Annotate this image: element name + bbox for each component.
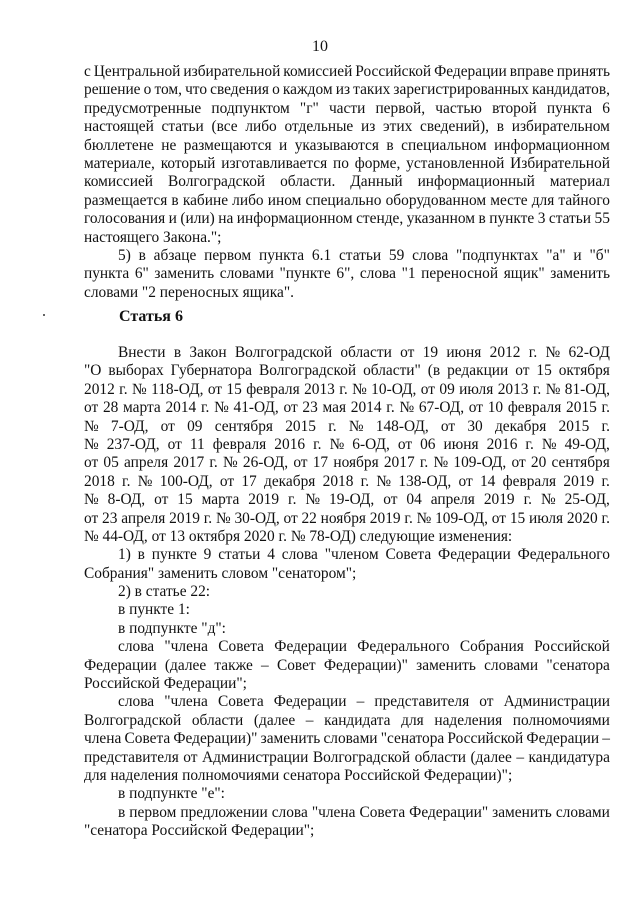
text-line: члена Совета Федерации)" заменить словами "сенатора Российской Федерации – <box>84 730 610 748</box>
text-line: № 7-ОД, от 09 сентября 2015 г. № 148-ОД, от 30 декабря 2015 г. <box>84 417 610 435</box>
text-line: пункта 6" заменить словами "пункте 6", слова "1 переносной ящик" заменить <box>84 265 610 283</box>
text-line: Федерации (далее также – Совет Федерации)" заменить словами "сенатора <box>84 656 610 674</box>
text-line: настоящего Закона."; <box>84 228 222 246</box>
text-line: слова "члена Совета Федерации – представителя от Администрации <box>118 693 610 711</box>
text-line: № 237-ОД, от 11 февраля 2016 г. № 6-ОД, от 06 июня 2016 г. № 49-ОД, <box>84 435 610 453</box>
text-line: представителя от Администрации Волгоградской области (далее – кандидатура <box>84 748 610 766</box>
text-line: от 23 апреля 2019 г. № 30-ОД, от 22 ноября 2019 г. № 109-ОД, от 15 июля 2020 г. <box>84 509 610 527</box>
text-line: настоящей статьи (все либо отдельные из этих сведений), в избирательном <box>84 118 610 136</box>
text-line: бюллетене не размещаются и указываются в специальном информационном <box>84 136 610 154</box>
text-line: № 44-ОД, от 13 октября 2020 г. № 78-ОД) следующие изменения: <box>84 527 513 545</box>
text-line: с Центральной избирательной комиссией Российской Федерации вправе принять <box>84 63 610 80</box>
text-line: словами "2 переносных ящика". <box>84 283 294 301</box>
text-line: в подпункте "д": <box>118 619 226 637</box>
text-line: в первом предложении слова "члена Совета Федерации" заменить словами <box>118 803 610 821</box>
text-line: комиссией Волгоградской области. Данный информационный материал <box>84 173 610 191</box>
text-line: размещается в кабине либо ином специально оборудованном месте для тайного <box>84 191 610 209</box>
text-line: голосования и (или) на информационном стенде, указанном в пункте 3 статьи 55 <box>84 210 610 228</box>
text-line: № 8-ОД, от 15 марта 2019 г. № 19-ОД, от 04 апреля 2019 г. № 25-ОД, <box>84 491 610 509</box>
text-line: слова "члена Совета Федерации Федерального Собрания Российской <box>118 638 610 656</box>
text-line: Российской Федерации"; <box>84 675 247 693</box>
text-line: материале, который изготавливается по форме, установленной Избирательной <box>84 154 610 172</box>
text-line: "сенатора Российской Федерации"; <box>84 822 315 840</box>
text-line: для наделения полномочиями сенатора Российской Федерации)"; <box>84 766 513 784</box>
text-line: 2) в статье 22: <box>118 583 211 601</box>
text-line: "О выборах Губернатора Волгоградской области" (в редакции от 15 октября <box>84 362 610 380</box>
text-line: 5) в абзаце первом пункта 6.1 статьи 59 слова "подпунктах "а" и "б" <box>118 246 610 264</box>
text-line: решение о том, что сведения о каждом из таких зарегистрированных кандидатов, <box>84 81 610 99</box>
text-line: от 28 марта 2014 г. № 41-ОД, от 23 мая 2014 г. № 67-ОД, от 10 февраля 2015 г. <box>84 399 610 417</box>
page-number: 10 <box>312 38 328 55</box>
article-5-continuation <box>84 63 610 302</box>
margin-dot <box>43 314 45 316</box>
text-line: Внести в Закон Волгоградской области от 19 июня 2012 г. № 62-ОД <box>118 344 610 361</box>
text-line: в подпункте "е": <box>118 785 225 803</box>
text-line: Собрания" заменить словом "сенатором"; <box>84 564 357 582</box>
text-line: в пункте 1: <box>118 601 190 619</box>
text-line: 2012 г. № 118-ОД, от 15 февраля 2013 г. № 10-ОД, от 09 июля 2013 г. № 81-ОД, <box>84 380 610 398</box>
text-line: от 05 апреля 2017 г. № 26-ОД, от 17 ноября 2017 г. № 109-ОД, от 20 сентября <box>84 454 610 472</box>
text-line: предусмотренные подпунктом "г" части первой, частью второй пункта 6 <box>84 99 610 117</box>
text-line: 1) в пункте 9 статьи 4 слова "членом Совета Федерации Федерального <box>118 546 610 564</box>
text-line: Волгоградской области (далее – кандидата для наделения полномочиями <box>84 711 610 729</box>
text-line: 2018 г. № 100-ОД, от 17 декабря 2018 г. № 138-ОД, от 14 февраля 2019 г. <box>84 472 610 490</box>
article-6-body <box>84 344 610 841</box>
article-heading: Статья 6 <box>119 308 183 325</box>
